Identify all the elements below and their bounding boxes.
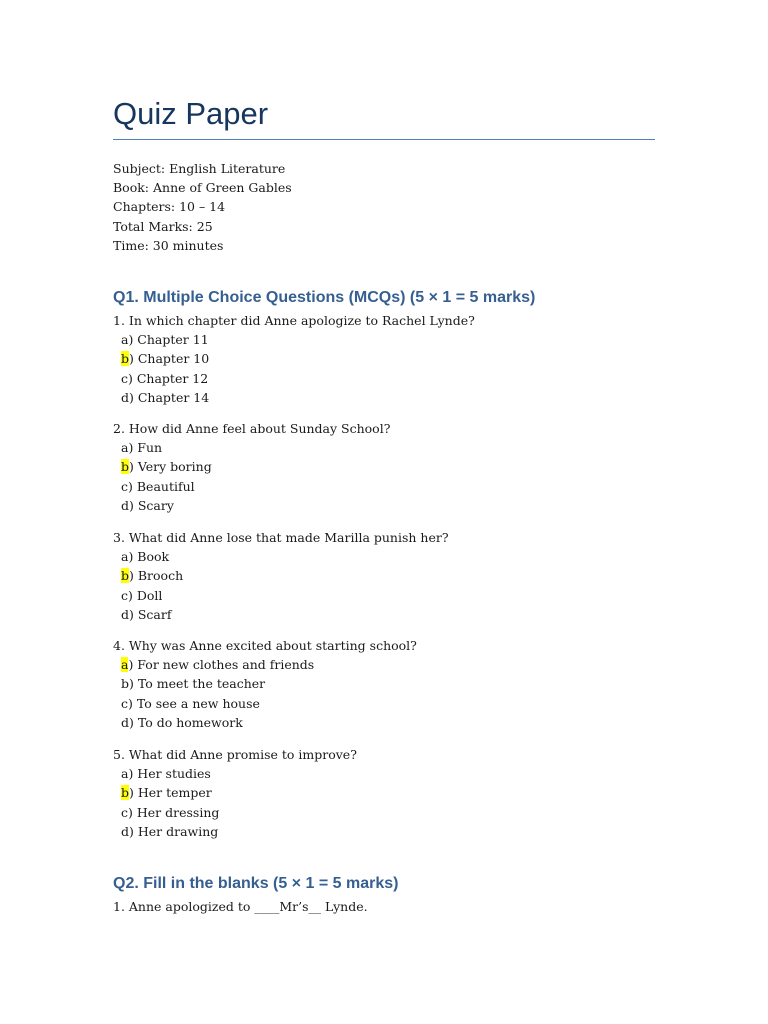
option-letter: d <box>121 714 130 730</box>
title-underline <box>113 139 655 140</box>
option-d <box>113 388 475 407</box>
option-letter: a <box>121 440 129 456</box>
option-a <box>113 547 449 566</box>
meta-chapters: Chapters: 10 – 14 <box>113 199 226 215</box>
option-c <box>113 369 475 388</box>
option-d <box>113 496 390 515</box>
answer-highlight: b <box>121 459 130 475</box>
fill-blank-item-1: 1. Anne apologized to ____Mr’s__ Lynde. <box>113 899 368 914</box>
option-c <box>113 586 449 605</box>
option-letter: c <box>121 804 129 820</box>
option-text: ) Her temper <box>129 785 212 801</box>
option-b <box>113 457 390 476</box>
option-text: ) Brooch <box>129 568 184 584</box>
option-text: ) Chapter 10 <box>129 351 210 367</box>
mcq-question-5 <box>113 745 357 841</box>
option-b <box>113 674 417 693</box>
option-letter: b <box>121 676 130 692</box>
option-b <box>113 349 475 368</box>
option-c <box>113 694 417 713</box>
option-text: ) To do homework <box>129 714 243 730</box>
question-text: 5. What did Anne promise to improve? <box>113 747 357 762</box>
option-letter: c <box>121 478 129 494</box>
answer-highlight: a <box>121 657 129 673</box>
option-text: ) Beautiful <box>128 478 195 494</box>
option-b <box>113 783 357 802</box>
option-a <box>113 655 417 674</box>
option-text: ) Very boring <box>129 459 212 475</box>
option-letter: d <box>121 497 130 513</box>
option-text: ) For new clothes and friends <box>128 657 315 673</box>
option-text: ) Chapter 14 <box>129 389 210 405</box>
answer-highlight: b <box>121 351 130 367</box>
option-letter: d <box>121 389 130 405</box>
option-text: ) To see a new house <box>128 695 260 711</box>
option-letter: c <box>121 695 129 711</box>
meta-book: Book: Anne of Green Gables <box>113 180 292 196</box>
option-a <box>113 764 357 783</box>
page-title: Quiz Paper <box>113 96 269 131</box>
option-d <box>113 605 449 624</box>
option-text: ) Fun <box>128 440 163 456</box>
answer-highlight: b <box>121 568 130 584</box>
option-text: ) Her drawing <box>129 823 219 839</box>
answer-highlight: b <box>121 785 130 801</box>
option-c <box>113 477 390 496</box>
option-text: ) Her studies <box>128 766 211 782</box>
option-text: ) Scarf <box>129 606 172 622</box>
question-text: 3. What did Anne lose that made Marilla punish her? <box>113 530 449 545</box>
option-letter: c <box>121 587 129 603</box>
option-a <box>113 330 475 349</box>
option-letter: c <box>121 370 129 386</box>
option-letter: a <box>121 332 129 348</box>
quiz-meta <box>113 159 292 255</box>
q2-heading: Q2. Fill in the blanks (5 × 1 = 5 marks) <box>113 875 399 892</box>
option-letter: d <box>121 606 130 622</box>
option-c <box>113 803 357 822</box>
mcq-question-3 <box>113 528 449 624</box>
option-text: ) Scary <box>129 497 174 513</box>
option-text: ) Book <box>128 549 170 565</box>
mcq-question-2 <box>113 419 390 515</box>
mcq-question-1 <box>113 311 475 407</box>
option-letter: d <box>121 823 130 839</box>
mcq-question-4 <box>113 636 417 732</box>
question-text: 1. In which chapter did Anne apologize to Rachel Lynde? <box>113 313 475 328</box>
fill-blanks-section <box>113 897 368 916</box>
option-text: ) Chapter 11 <box>128 332 209 348</box>
option-d <box>113 822 357 841</box>
option-a <box>113 438 390 457</box>
meta-subject: Subject: English Literature <box>113 161 286 176</box>
option-b <box>113 566 449 585</box>
meta-time: Time: 30 minutes <box>113 237 224 253</box>
meta-total-marks: Total Marks: 25 <box>113 218 213 234</box>
option-text: ) To meet the teacher <box>129 676 266 692</box>
option-letter: a <box>121 766 129 782</box>
option-text: ) Chapter 12 <box>128 370 209 386</box>
option-text: ) Her dressing <box>128 804 220 820</box>
option-text: ) Doll <box>128 587 163 603</box>
q1-heading: Q1. Multiple Choice Questions (MCQs) (5 × 1 = 5 marks) <box>113 289 536 306</box>
option-letter: a <box>121 549 129 565</box>
question-text: 2. How did Anne feel about Sunday School? <box>113 421 391 436</box>
question-text: 4. Why was Anne excited about starting school? <box>113 638 417 653</box>
option-d <box>113 713 417 732</box>
